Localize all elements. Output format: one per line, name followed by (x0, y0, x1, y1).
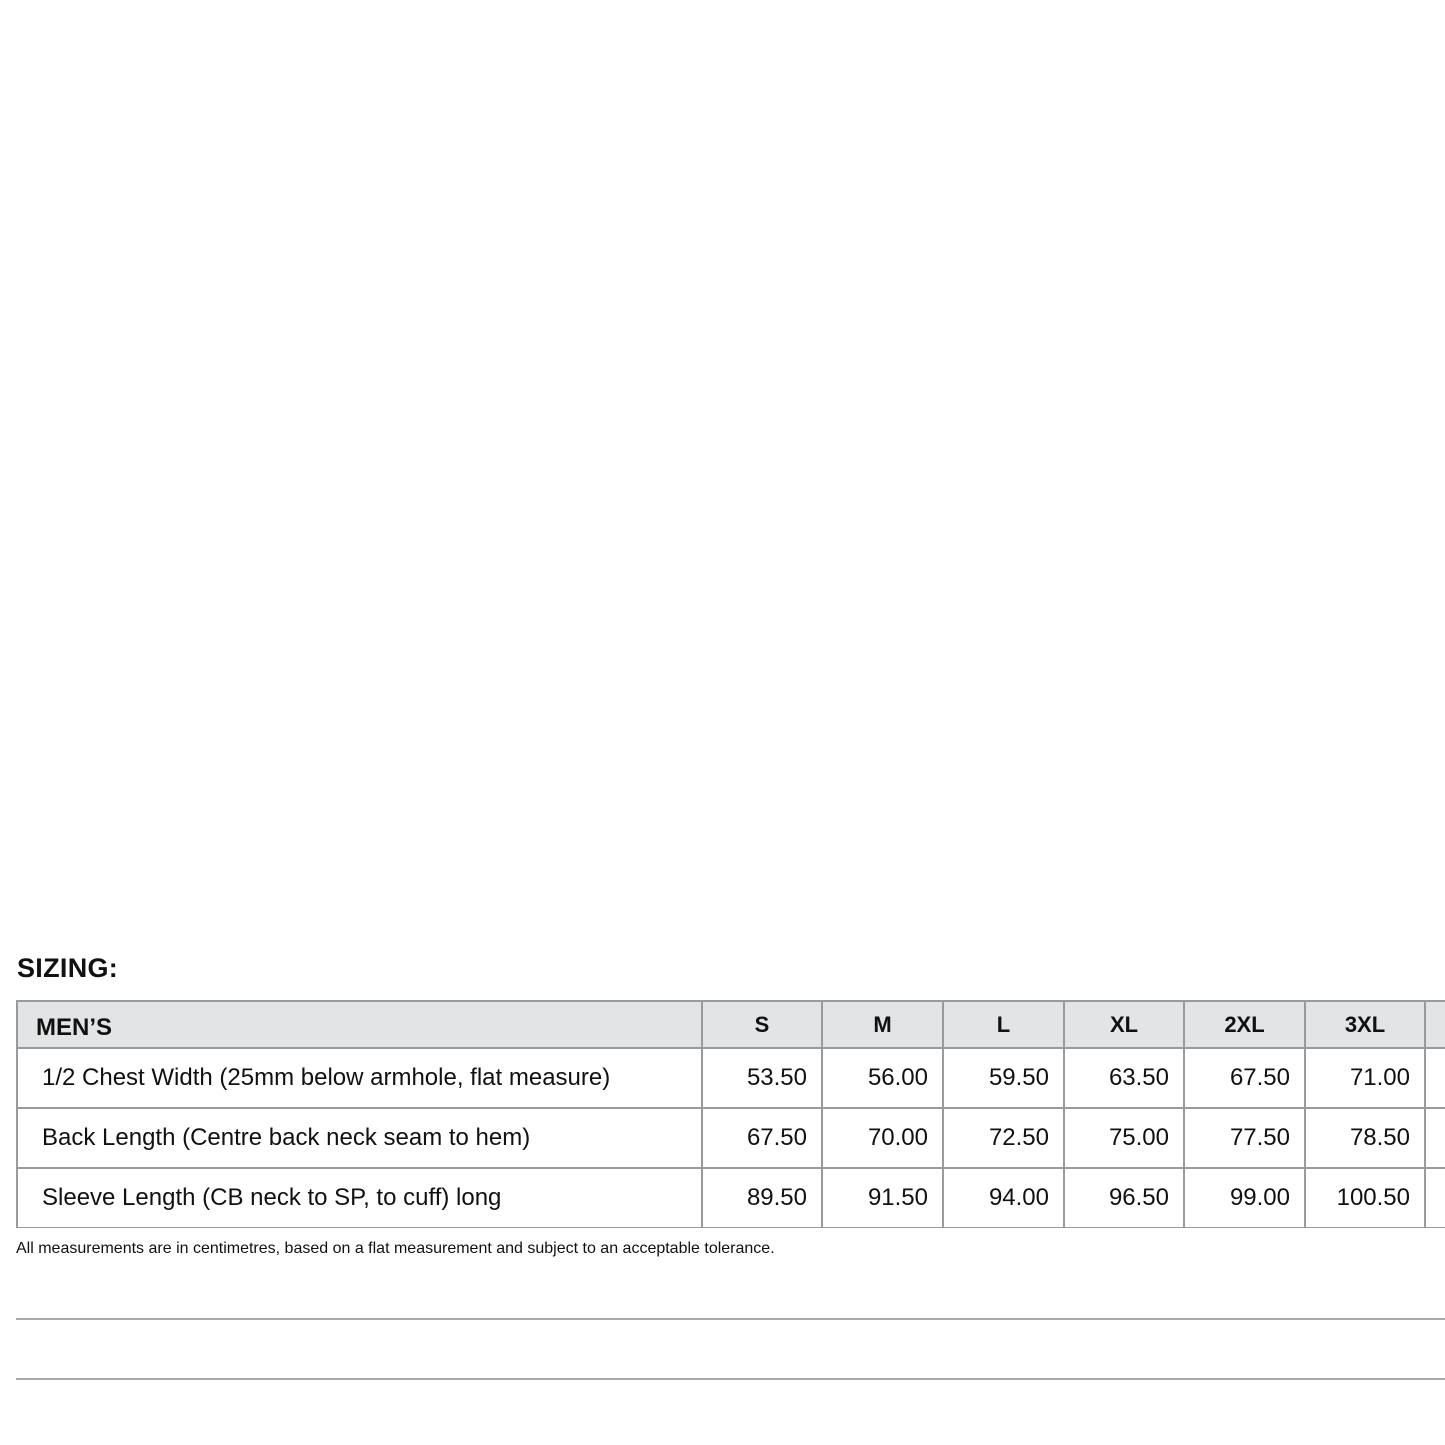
table-cell: 100.50 (1305, 1168, 1425, 1228)
table-cell: 53.50 (702, 1048, 822, 1108)
table-cell: 91.50 (822, 1168, 943, 1228)
size-header-m: M (822, 1001, 943, 1048)
sizing-table (16, 1000, 1445, 1228)
size-header-cut-off (1425, 1001, 1445, 1048)
table-header-row (17, 1001, 1445, 1048)
size-header-2xl: 2XL (1184, 1001, 1305, 1048)
table-cell: 78.50 (1305, 1108, 1425, 1168)
table-cell: 56.00 (822, 1048, 943, 1108)
measurement-footnote: All measurements are in centimetres, based on a flat measurement and subject to an acceptable tolerance. (16, 1240, 775, 1257)
table-cell: 96.50 (1064, 1168, 1184, 1228)
row-label: 1/2 Chest Width (25mm below armhole, flat measure) (17, 1048, 702, 1108)
size-header-3xl: 3XL (1305, 1001, 1425, 1048)
divider-line (16, 1378, 1445, 1380)
table-cell: 75.00 (1064, 1108, 1184, 1168)
table-row (17, 1048, 1445, 1108)
table-cell: 67.50 (702, 1108, 822, 1168)
table-cell: 67.50 (1184, 1048, 1305, 1108)
table-cell: 89.50 (702, 1168, 822, 1228)
table-cell: 71.00 (1305, 1048, 1425, 1108)
size-header-xl: XL (1064, 1001, 1184, 1048)
table-cell: 94.00 (943, 1168, 1064, 1228)
table-cell (1425, 1168, 1445, 1228)
row-label: Back Length (Centre back neck seam to hem) (17, 1108, 702, 1168)
table-cell (1425, 1048, 1445, 1108)
table-cell: 70.00 (822, 1108, 943, 1168)
table-cell: 99.00 (1184, 1168, 1305, 1228)
row-label: Sleeve Length (CB neck to SP, to cuff) long (17, 1168, 702, 1228)
section-title: SIZING: (17, 953, 119, 983)
header-label: MEN’S (17, 1001, 702, 1048)
size-header-s: S (702, 1001, 822, 1048)
table-cell (1425, 1108, 1445, 1168)
table-cell: 59.50 (943, 1048, 1064, 1108)
table-cell: 77.50 (1184, 1108, 1305, 1168)
table-row (17, 1108, 1445, 1168)
divider-line (16, 1318, 1445, 1320)
table-cell: 72.50 (943, 1108, 1064, 1168)
table-cell: 63.50 (1064, 1048, 1184, 1108)
sizing-table-container (16, 1000, 1445, 1228)
table-row (17, 1168, 1445, 1228)
size-header-l: L (943, 1001, 1064, 1048)
